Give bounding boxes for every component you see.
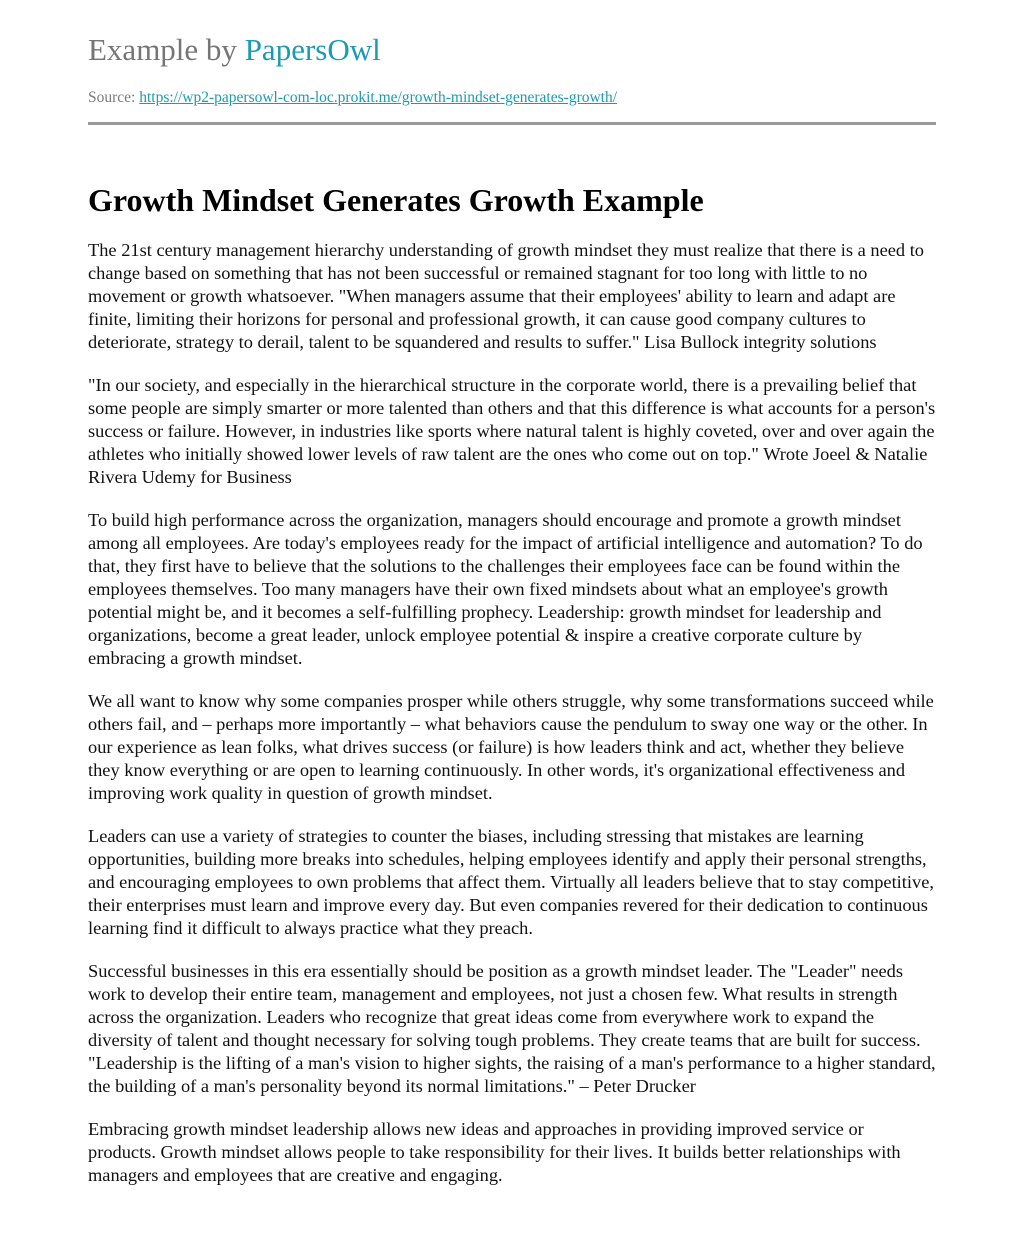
source-url-link[interactable]: https://wp2-papersowl-com-loc.prokit.me/growth-mindset-generates-growth/: [139, 89, 618, 106]
header-divider: [88, 122, 936, 125]
paragraph-7: Embracing growth mindset leadership allows new ideas and approaches in providing improved service or products. Growth mindset allows people to take responsibility for their lives. It builds better relationships with managers and employees that are creative and engaging.: [88, 1119, 901, 1185]
paragraph-6: Successful businesses in this era essentially should be position as a growth mindset leader. The "Leader" needs work to develop their entire team, management and employees, not just a chosen few. What results in strength across the organization. Leaders who recognize that great ideas come from everywhere work to expand the diversity of talent and thought necessary for solving tough problems. They create teams that are built for success. "Leadership is the lifting of a man's vision to higher sights, the raising of a man's performance to a higher standard, the building of a man's personality beyond its normal limitations." – Peter Drucker: [88, 961, 936, 1096]
document-title: Growth Mindset Generates Growth Example: [88, 182, 704, 218]
paragraph-1: The 21st century management hierarchy understanding of growth mindset they must realize that there is a need to change based on something that has not been successful or remained stagnant for too long with little to no movement or growth whatsoever. "When managers assume that their employees' ability to learn and adapt are finite, limiting their horizons for personal and professional growth, it can cause good company cultures to deteriorate, strategy to derail, talent to be squandered and results to suffer." Lisa Bullock integrity solutions: [88, 240, 924, 352]
brand-prefix: Example by: [88, 32, 245, 67]
source-label: Source:: [88, 89, 140, 106]
paragraph-5: Leaders can use a variety of strategies to counter the biases, including stressing that mistakes are learning opportunities, building more breaks into schedules, helping employees identify and apply their personal strengths, and encouraging employees to own problems that affect them. Virtually all leaders believe that to stay competitive, their enterprises must learn and improve every day. But even companies revered for their dedication to continuous learning find it difficult to always practice what they preach.: [88, 826, 934, 938]
paragraph-2: "In our society, and especially in the hierarchical structure in the corporate world, there is a prevailing belief that some people are simply smarter or more talented than others and that this difference is what accounts for a person's success or failure. However, in industries like sports where natural talent is highly coveted, over and over again the athletes who initially showed lower levels of raw talent are the ones who come out on top." Wrote Joeel & Natalie Rivera Udemy for Business: [88, 375, 936, 487]
brand-header: [88, 30, 381, 70]
brand-name-link[interactable]: PapersOwl: [244, 32, 381, 67]
paragraph-4: We all want to know why some companies prosper while others struggle, why some transformations succeed while others fail, and – perhaps more importantly – what behaviors cause the pendulum to sway one way or the other. In our experience as lean folks, what drives success (or failure) is how leaders think and act, whether they believe they know everything or are open to learning continuously. In other words, it's organizational effectiveness and improving work quality in question of growth mindset.: [88, 691, 934, 803]
paragraph-3: To build high performance across the organization, managers should encourage and promote a growth mindset among all employees. Are today's employees ready for the impact of artificial intelligence and automation? To do that, they first have to believe that the solutions to the challenges their employees face can be found within the employees themselves. Too many managers have their own fixed mindsets about what an employee's growth potential might be, and it becomes a self-fulfilling prophecy. Leadership: growth mindset for leadership and organizations, become a great leader, unlock employee potential & inspire a creative corporate culture by embracing a growth mindset.: [88, 510, 923, 668]
source-line: [88, 88, 617, 108]
document-body: [88, 239, 936, 1207]
